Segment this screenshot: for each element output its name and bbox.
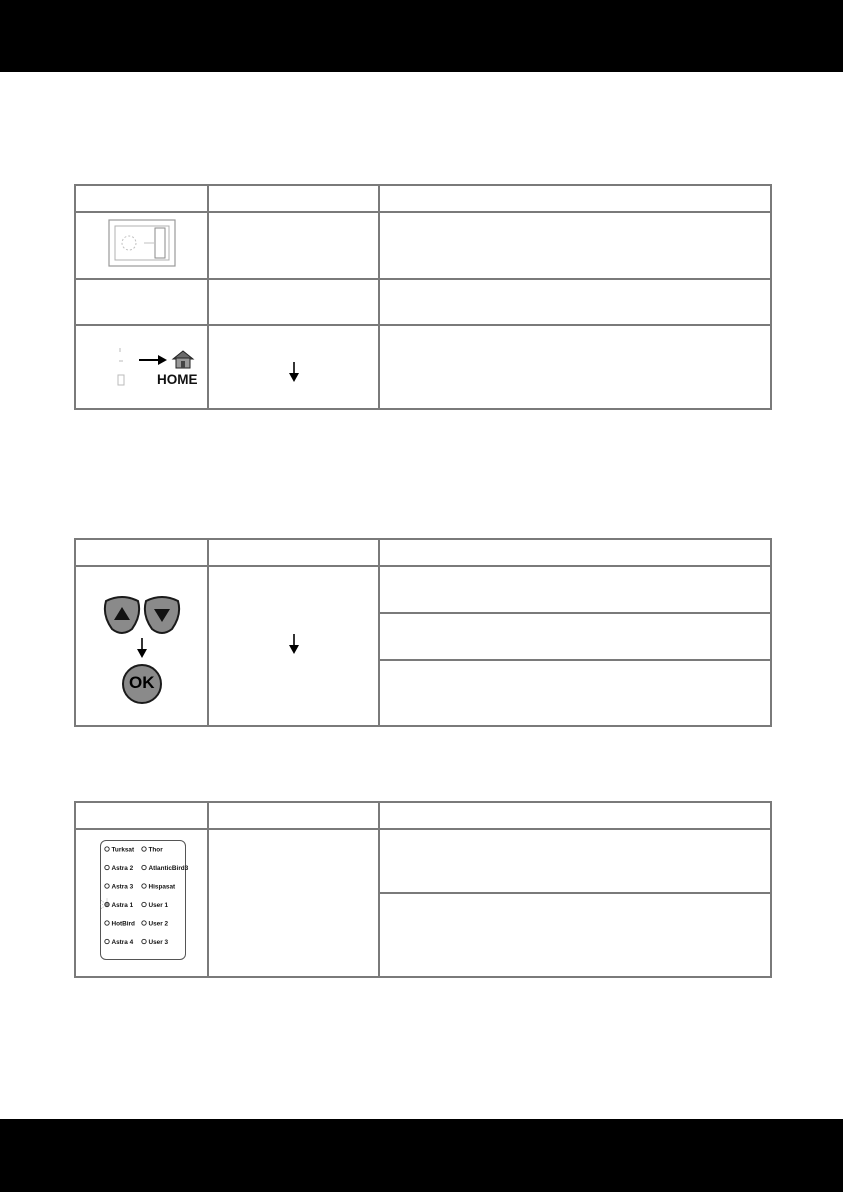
text-cell [208,279,379,325]
header-cell [75,802,208,829]
home-icon [170,348,196,370]
led-indicator-icon [114,346,128,390]
text-cell [75,279,208,325]
led-indicator [105,939,109,943]
table-navigation [74,538,772,727]
arrow-down-icon [136,637,148,659]
step-cell [208,325,379,409]
header-cell [75,185,208,212]
table-row [75,566,771,613]
table-satellite [74,801,772,978]
satellite-label: Turksat [111,846,135,854]
led-indicator [105,884,109,888]
led-indicator [142,902,146,906]
text-cell [379,829,771,893]
satellite-label: User 2 [148,920,169,928]
ok-label: OK [129,673,155,692]
text-cell [379,660,771,726]
table-row [75,212,771,279]
illustration-cell [75,566,208,726]
satellite-label: User 3 [148,938,169,946]
led-indicator [142,865,146,869]
text-cell [379,325,771,409]
led-indicator [105,865,109,869]
led-indicator [105,902,109,906]
step-cell [208,829,379,977]
led-indicator [105,921,109,925]
header-cell [379,185,771,212]
down-arrow-button-icon [142,595,182,635]
table-header-row [75,802,771,829]
footer-band [0,1119,843,1192]
satellite-label: HotBird [111,920,135,928]
satellite-label: User 1 [148,901,169,909]
satellite-label: Thor [148,846,163,854]
satellite-label: Astra 4 [111,938,134,946]
satellite-label: Astra 2 [111,864,134,872]
blink-indicator [101,901,104,903]
satellite-label: Hispasat [148,883,176,891]
satellite-label: AtlanticBird3 [148,864,189,872]
header-cell [75,539,208,566]
header-cell [379,539,771,566]
led-indicator [142,847,146,851]
up-arrow-button-icon [102,595,142,635]
led-indicator [105,847,109,851]
header-cell [379,802,771,829]
text-cell [379,212,771,279]
illustration-cell [75,829,208,977]
text-cell [379,613,771,660]
text-cell [208,212,379,279]
arrow-down-icon [288,361,300,383]
power-switch-icon [108,219,176,267]
table-row [75,325,771,409]
step-cell [208,566,379,726]
table-header-row [75,185,771,212]
led-indicator [142,921,146,925]
header-cell [208,802,379,829]
text-cell [379,893,771,977]
illustration-cell [75,325,208,409]
header-cell [208,539,379,566]
satellite-led-panel-leds [96,840,192,960]
table-power-on [74,184,772,410]
table-row [75,279,771,325]
text-cell [379,566,771,613]
table-row [75,829,771,893]
led-indicator [142,939,146,943]
header-band [0,0,843,72]
satellite-label: Astra 1 [111,901,134,909]
text-cell [379,279,771,325]
illustration-cell [75,212,208,279]
table-header-row [75,539,771,566]
arrow-right-icon [138,354,168,366]
home-label: HOME [157,372,198,387]
satellite-label: Astra 3 [111,883,134,891]
header-cell [208,185,379,212]
arrow-down-icon [288,633,300,655]
blink-indicator [101,907,104,909]
led-indicator [142,884,146,888]
